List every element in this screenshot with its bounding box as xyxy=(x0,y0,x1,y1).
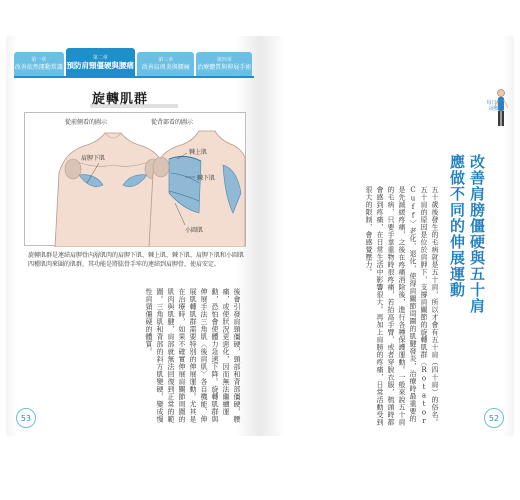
back-view-label: 從背部看的圖示 xyxy=(151,119,194,126)
label-infraspinatus: 棘下肌 xyxy=(197,175,216,182)
anatomy-figure xyxy=(24,112,246,246)
label-teres-minor: 小圓肌 xyxy=(185,227,204,234)
tab-chapter-4[interactable]: 第四章 治療體質與伸展手術 xyxy=(196,52,252,76)
tab-chapter-1[interactable]: 第一章 改善依然運動常識 xyxy=(14,52,64,76)
page-number-left: 53 xyxy=(16,408,36,428)
book-spread xyxy=(6,36,514,436)
left-page xyxy=(6,36,260,436)
label-supraspinatus: 棘上肌 xyxy=(189,149,208,156)
label-subscapularis: 肩胛下肌 xyxy=(81,155,106,162)
side-section-label: 每日伸展操 xyxy=(486,100,502,112)
heading-line-1: 改善肩膀僵硬與五十肩 xyxy=(468,154,486,314)
page-number-right: 52 xyxy=(484,408,504,428)
figure-title: 旋轉肌群 xyxy=(92,92,149,107)
heading-line-2: 應做不同的伸展運動 xyxy=(448,154,466,298)
tab-chapter-3[interactable]: 第三章 改善肩周炎與腰痛 xyxy=(137,52,195,76)
tab-chapter-2[interactable]: 第二章 預防肩頸僵硬與腰痛 xyxy=(66,48,135,76)
right-body-text: 五十歲後發生的毛病就是五十肩，所以才會有五十肩（四十肩）的俗名。五十肩的原因是位於肩胛下，支撐肩關節的旋轉肌群〈Rotator Cuff〉老化、退化，使得肩關節周圍的肌腱發炎，治療時最重要的是先減緩疼痛，之後在疼痛消除後，進行各種保護運動。一般來說五十肩的毛病，只要手拿重物時很疼痛，若抬高手臂，或者穿脫衣服，梳頭時都會感到疼痛，在日常生活中影響很大。再加上肩膀的疼痛，日常活動受到很大的限制，會感覺壓力。 xyxy=(365,186,439,426)
chapter-tabs xyxy=(14,52,254,76)
front-view-label: 從前側看的圖示 xyxy=(65,119,108,126)
figure-caption: 旋轉肌群是連結肩胛骨內層肌肉的肩胛下肌、棘上肌、棘下肌、肩胛下肌和小圓肌四種肌肉來圍的肌群，其功能是將肱骨手牢的連結到肩胛骨，使肩安定。 xyxy=(28,252,245,268)
left-body-text: 後會引發肩頸僵硬，頸部和背部僵硬，腰痛，或使狀況更惡化，因而無法繼續運動，恐怕會使體力急速下降。旋轉肌群與伸展手法三角肌〈後肩肌〉各自機能、伸展肌轉肌群需要特別的伸展運動。尤其是在治療時，如果不確實伸展肩關節周圍的肌肉與肌腱，肩部就無法回復到正常的範圍。三角肌和背部的斜方肌變硬，變成慢性肩頸僵硬的體質。 xyxy=(145,288,241,423)
tab-underline xyxy=(14,76,254,78)
right-page xyxy=(260,36,514,436)
